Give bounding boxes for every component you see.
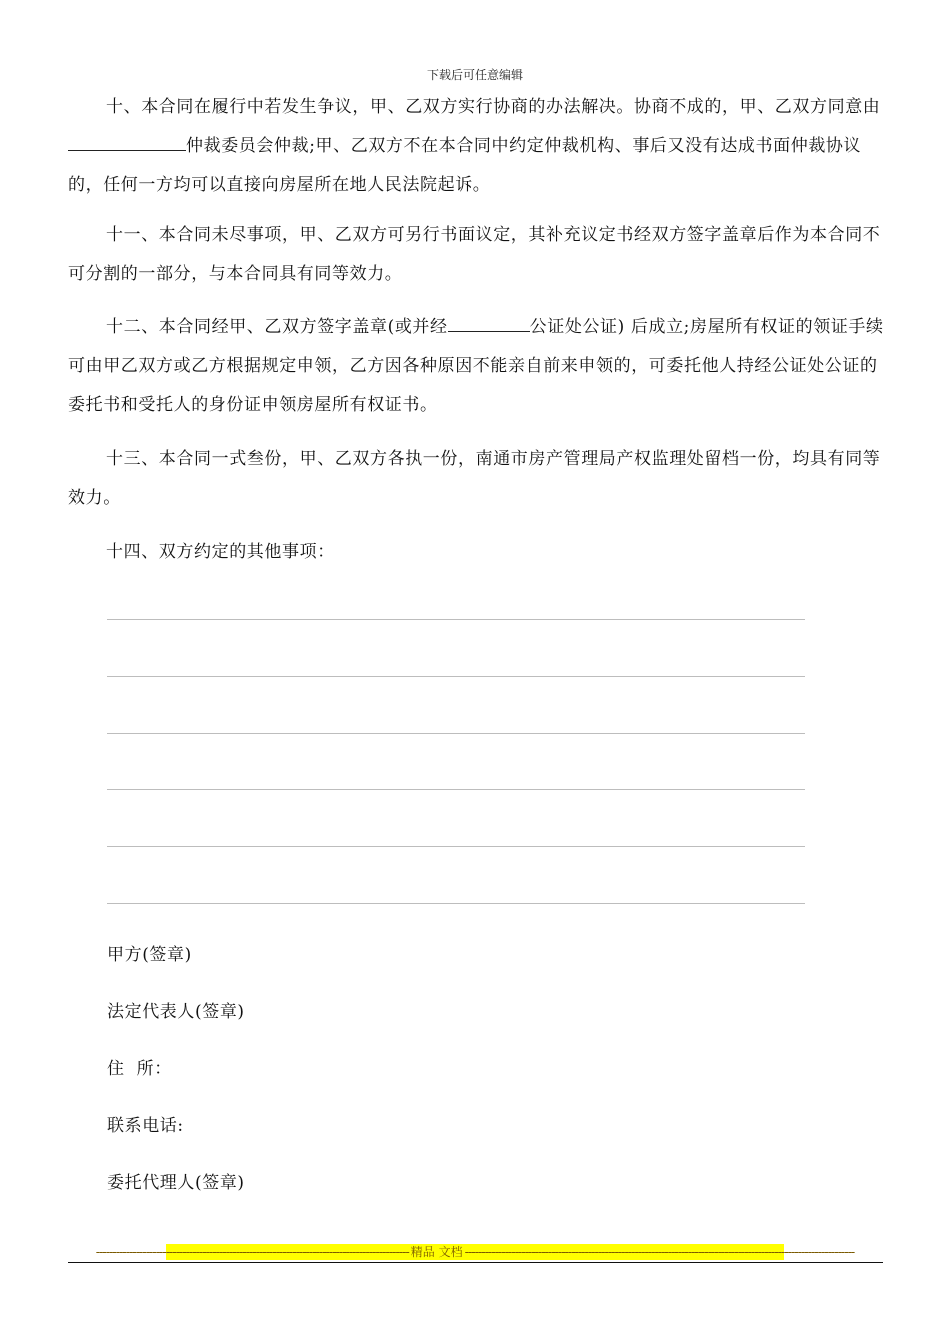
fill-line (107, 846, 805, 847)
fill-line (107, 789, 805, 790)
clause-12-part1: 十二、本合同经甲、乙双方签字盖章(或并经 (106, 317, 448, 337)
clause-13: 十三、本合同一式叁份，甲、乙双方各执一份，南通市房产管理局产权监理处留档一份，均具有同等效力。 (68, 449, 881, 508)
page-header: 下载后可任意编辑 (426, 68, 523, 82)
fill-line (107, 619, 805, 620)
notary-blank (448, 311, 530, 332)
clause-11: 十一、本合同未尽事项，甲、乙双方可另行书面议定，其补充议定书经双方签字盖章后作为本合同不可分割的一部分，与本合同具有同等效力。 (68, 225, 881, 284)
footer-dashes-right: --------------------------------------------------------------------------------------------------------------------- (464, 1245, 855, 1259)
arbitration-blank (68, 130, 186, 151)
fill-line (107, 733, 805, 734)
phone-label: 联系电话: (107, 1116, 184, 1136)
fill-line (107, 903, 805, 904)
clause-10 (68, 88, 884, 205)
clause-12-part2: 公证处公证) 后成立;房屋所有权证的领证手续可由甲乙双方或乙方根据规定申领，乙方因各种原因不能亲自前来申领的，可委托他人持经公证处公证的委托书和受托人的身份证申领房屋所有权证书。 (68, 317, 884, 415)
fill-line (107, 676, 805, 677)
clause-12 (68, 308, 884, 425)
footer-rule (68, 1262, 883, 1263)
footer-label: 精品 文档 (410, 1245, 463, 1259)
legal-rep-signature: 法定代表人(签章) (107, 1002, 245, 1022)
agent-signature: 委托代理人(签章) (107, 1173, 245, 1193)
address-label: 住 所： (107, 1059, 172, 1079)
clause-10-part1: 十、本合同在履行中若发生争议，甲、乙双方实行协商的办法解决。协商不成的，甲、乙双方同意由 (106, 97, 881, 117)
party-a-signature: 甲方(签章) (107, 945, 192, 965)
clause-10-part2: 仲裁委员会仲裁;甲、乙双方不在本合同中约定仲裁机构、事后又没有达成书面仲裁协议的，任何一方均可以直接向房屋所在地人民法院起诉。 (68, 136, 862, 195)
footer-banner (95, 1244, 855, 1260)
footer-dashes-left: ---------------------------------------------------------------------------------------------- (95, 1245, 409, 1259)
clause-14: 十四、双方约定的其他事项： (106, 542, 335, 562)
